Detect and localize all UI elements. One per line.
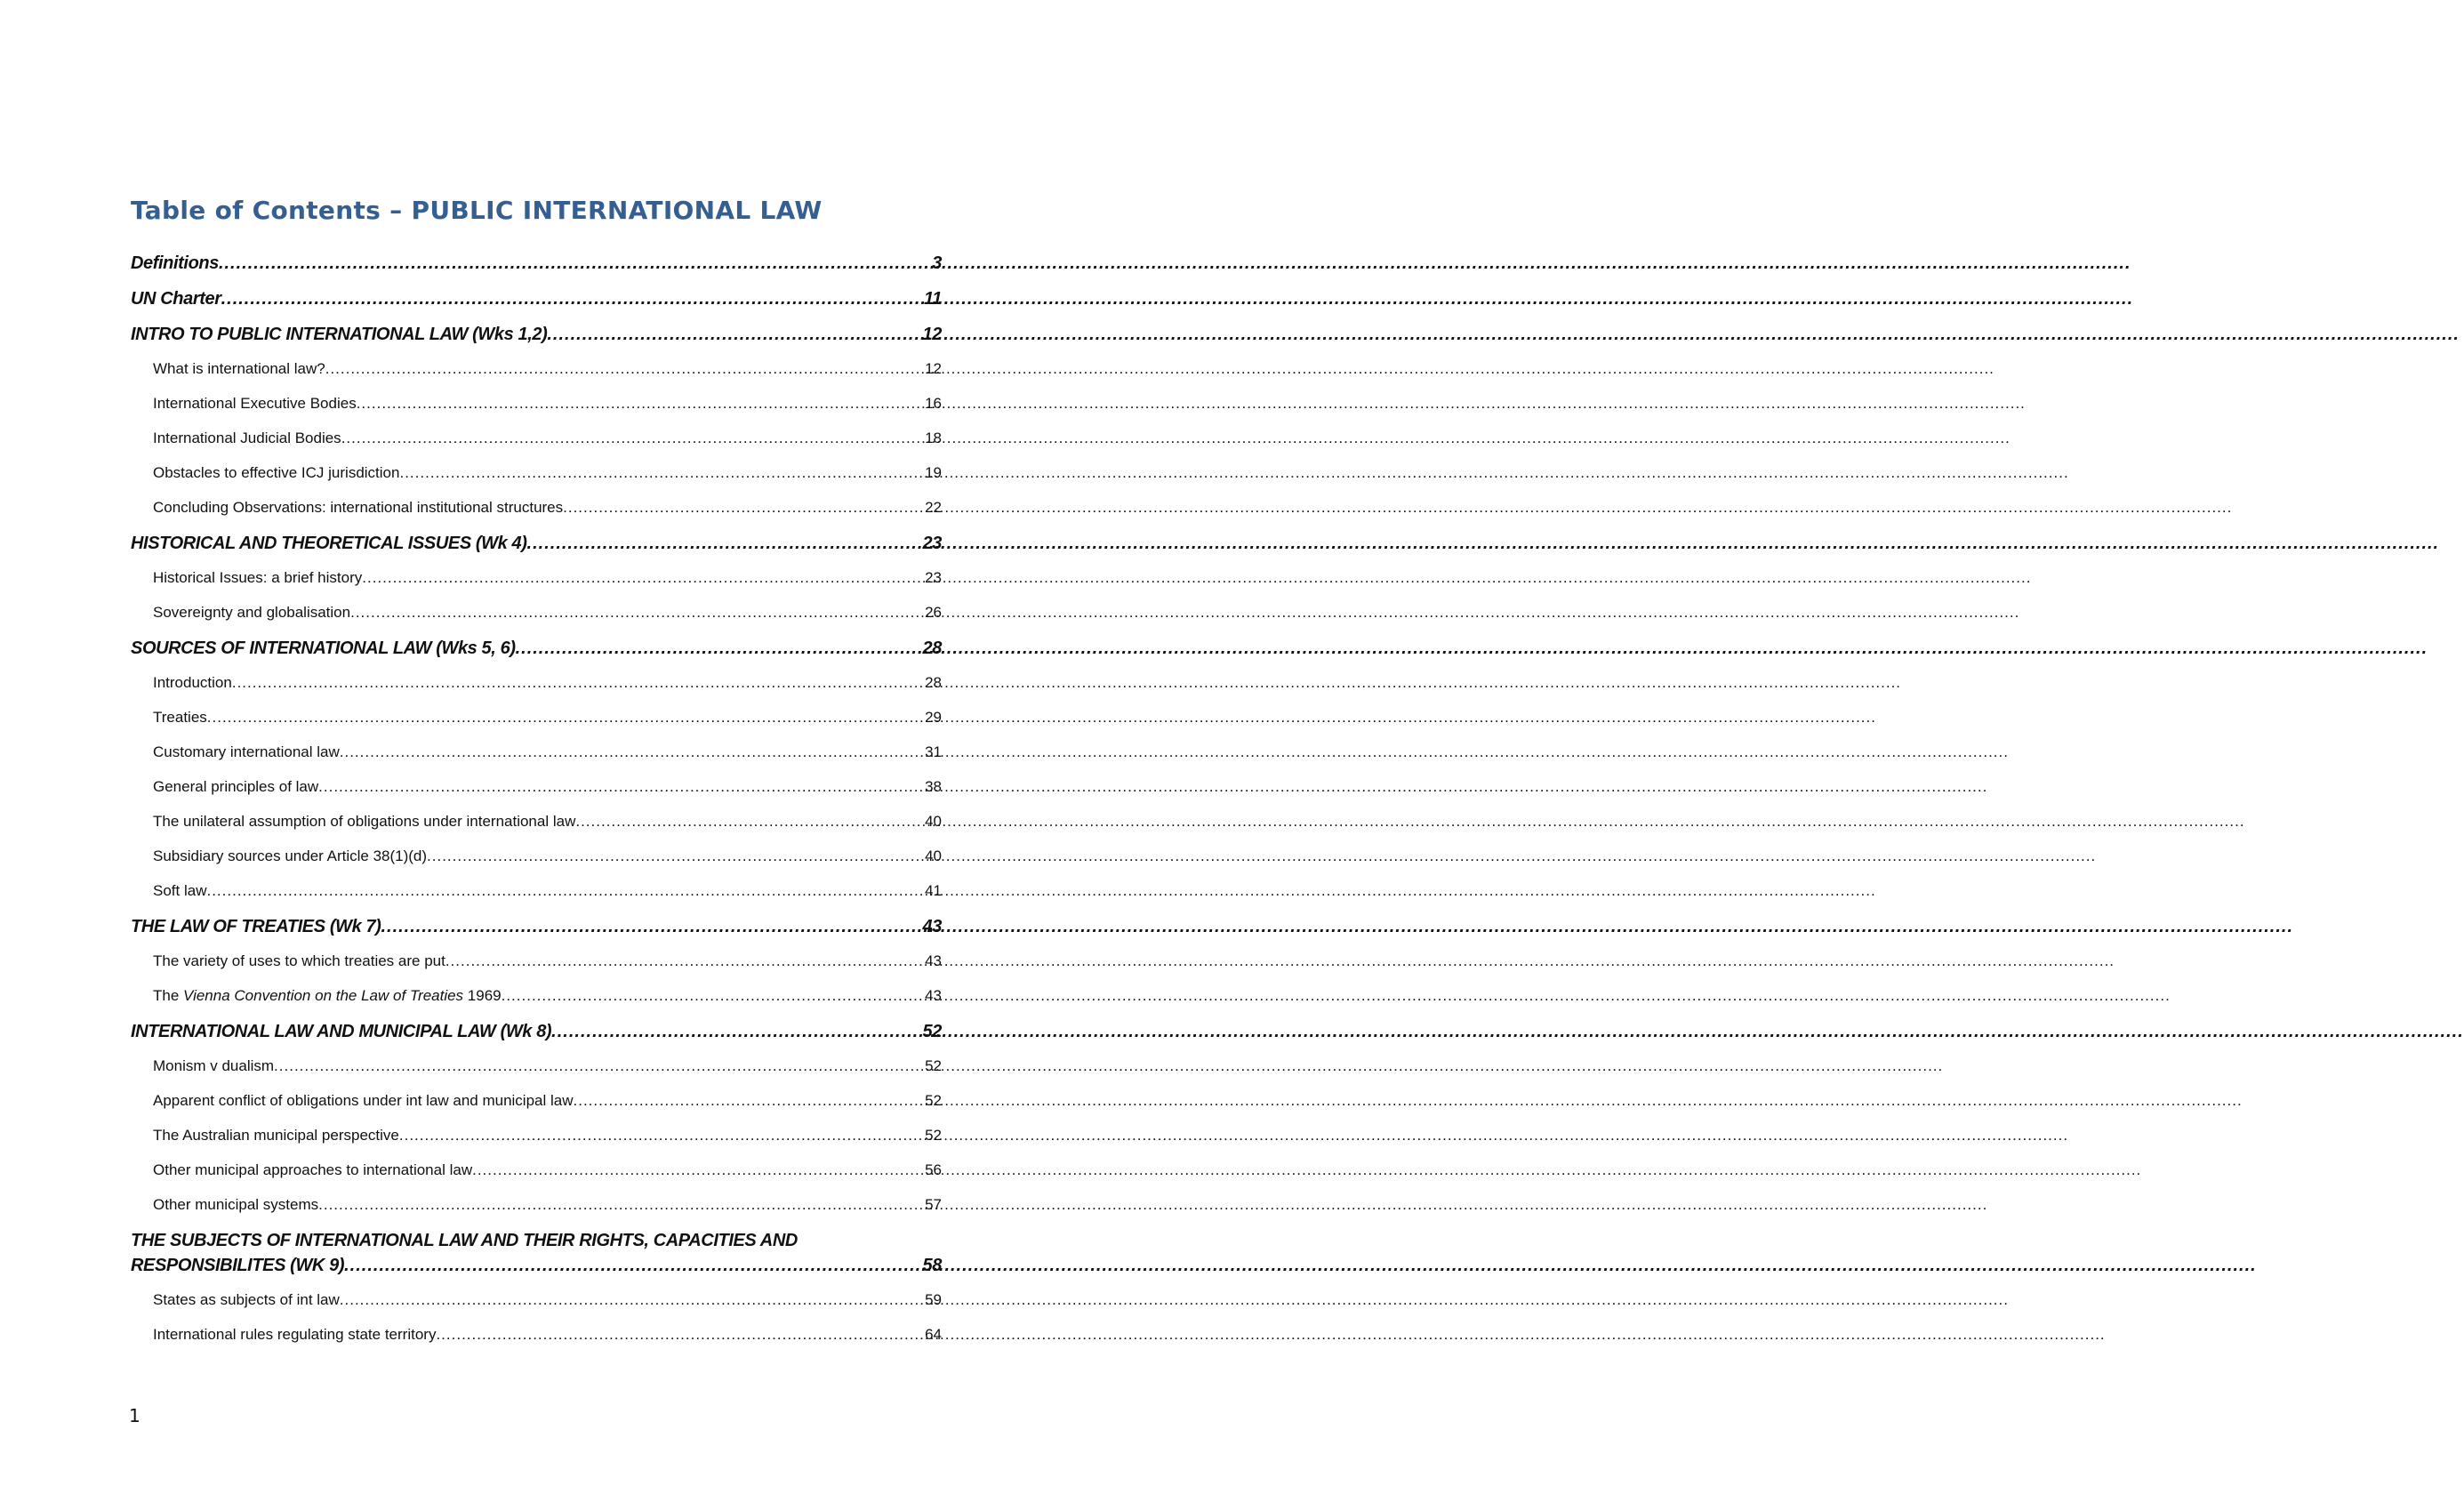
toc-entry-text: Definitions <box>131 253 219 273</box>
toc-dot-leader <box>563 499 924 517</box>
toc-entry-text: International Executive Bodies <box>153 395 357 412</box>
toc-page-number: 57 <box>925 1196 942 1213</box>
toc-subentry[interactable] <box>131 839 942 874</box>
toc-subentry[interactable] <box>131 1318 942 1353</box>
toc-entry-text: Monism v dualism <box>153 1057 275 1074</box>
toc-page-number: 31 <box>925 743 942 760</box>
toc-page-number: 52 <box>925 1057 942 1074</box>
toc-page-number: 40 <box>925 813 942 830</box>
toc-page-number: 52 <box>922 1022 942 1041</box>
toc-dot-leader <box>547 324 921 345</box>
toc-entry-text: Sovereignty and globalisation <box>153 604 351 621</box>
toc-subentry[interactable] <box>131 805 942 839</box>
toc-subentry[interactable] <box>131 596 942 631</box>
toc-dot-leader <box>436 1326 924 1344</box>
toc-subentry[interactable] <box>131 735 942 770</box>
toc-dot-leader <box>232 674 924 692</box>
toc-entry-text: International rules regulating state territory <box>153 1326 437 1343</box>
toc-page-number: 29 <box>925 709 942 726</box>
toc-page-number: 38 <box>925 778 942 795</box>
toc-page-number: 23 <box>925 569 942 586</box>
toc-subentry[interactable] <box>131 1049 942 1084</box>
toc-subentry[interactable] <box>131 666 942 701</box>
toc-dot-leader <box>350 604 924 622</box>
toc-page-number: 52 <box>925 1092 942 1109</box>
toc-subentry[interactable] <box>131 701 942 735</box>
toc-subentry[interactable] <box>131 491 942 526</box>
toc-entry-text-after: 1969 <box>463 987 502 1004</box>
toc-entry-text: Customary international law <box>153 743 340 760</box>
toc-entry-text: Introduction <box>153 674 232 691</box>
toc-subentry[interactable] <box>131 387 942 422</box>
toc-dot-leader <box>274 1057 924 1075</box>
toc-entry-text: Concluding Observations: international institutional structures <box>153 499 564 516</box>
toc-entry-text: The unilateral assumption of obligations under international law <box>153 813 576 830</box>
toc-dot-leader <box>472 1161 924 1179</box>
toc-dot-leader <box>574 1092 925 1110</box>
table-of-contents <box>131 245 942 1353</box>
toc-dot-leader <box>362 569 924 587</box>
toc-page-number: 23 <box>922 534 942 553</box>
toc-subentry[interactable] <box>131 770 942 805</box>
toc-subentry[interactable] <box>131 1188 942 1223</box>
toc-entry-text-before: The <box>153 987 184 1004</box>
toc-entry-text: Apparent conflict of obligations under int law and municipal law <box>153 1092 574 1109</box>
toc-subentry[interactable] <box>131 1119 942 1153</box>
toc-page-number: 11 <box>924 289 942 309</box>
toc-dot-leader <box>221 288 923 309</box>
toc-subentry[interactable] <box>131 944 942 979</box>
toc-entry-intro[interactable] <box>131 317 942 352</box>
document-page <box>0 0 1067 1510</box>
toc-entry-text: The variety of uses to which treaties are put <box>153 952 445 969</box>
toc-subentry[interactable] <box>131 352 942 387</box>
toc-page-number: 28 <box>925 674 942 691</box>
toc-dot-leader <box>325 360 924 378</box>
toc-dot-leader <box>427 847 924 865</box>
toc-dot-leader <box>206 882 924 900</box>
toc-subentry[interactable] <box>131 1084 942 1119</box>
toc-dot-leader <box>357 395 924 413</box>
toc-page-number: 40 <box>925 847 942 864</box>
toc-dot-leader <box>399 1127 924 1145</box>
toc-subentry[interactable] <box>131 874 942 909</box>
toc-entry-text: THE LAW OF TREATIES (Wk 7) <box>131 917 381 936</box>
toc-subentry[interactable] <box>131 561 942 596</box>
toc-dot-leader <box>399 464 924 482</box>
toc-dot-leader <box>381 916 921 937</box>
toc-page-number: 12 <box>925 360 942 377</box>
toc-page-number: 59 <box>925 1291 942 1308</box>
toc-entry-text: INTERNATIONAL LAW AND MUNICIPAL LAW (Wk 8) <box>131 1022 552 1041</box>
toc-subentry-vienna-convention[interactable] <box>131 979 942 1014</box>
toc-subentry[interactable] <box>131 456 942 491</box>
toc-entry-text: Other municipal systems <box>153 1196 319 1213</box>
toc-entry-text: General principles of law <box>153 778 319 795</box>
toc-page-number: 19 <box>925 464 942 481</box>
toc-page-number: 43 <box>925 952 942 969</box>
toc-dot-leader <box>340 1291 924 1309</box>
toc-entry-text: International Judicial Bodies <box>153 430 341 446</box>
toc-page-number: 52 <box>925 1127 942 1144</box>
toc-entry-text: Other municipal approaches to international law <box>153 1161 473 1178</box>
page-number: 1 <box>129 1405 140 1426</box>
toc-dot-leader <box>551 1021 921 1042</box>
toc-dot-leader <box>341 430 924 447</box>
toc-entry-sources[interactable] <box>131 631 942 666</box>
toc-page-number: 56 <box>925 1161 942 1178</box>
toc-entry-definitions[interactable] <box>131 245 942 281</box>
toc-dot-leader <box>340 743 924 761</box>
toc-entry-text: States as subjects of int law <box>153 1291 340 1308</box>
toc-page-number: 41 <box>925 882 942 899</box>
toc-page-number: 16 <box>925 395 942 412</box>
toc-dot-leader <box>502 987 924 1005</box>
toc-page-number: 64 <box>925 1326 942 1343</box>
toc-entry-text: UN Charter <box>131 289 221 309</box>
toc-subentry[interactable] <box>131 1283 942 1318</box>
toc-page-number: 43 <box>922 917 942 936</box>
toc-entry-text-continued: RESPONSIBILITES (WK 9) <box>131 1256 345 1275</box>
toc-entry-text: Soft law <box>153 882 207 899</box>
toc-entry-text: HISTORICAL AND THEORETICAL ISSUES (Wk 4) <box>131 534 527 553</box>
toc-dot-leader <box>318 778 924 796</box>
toc-dot-leader <box>575 813 924 831</box>
toc-entry-historical[interactable] <box>131 526 942 561</box>
toc-page-number: 18 <box>925 430 942 446</box>
toc-dot-leader <box>318 1196 924 1214</box>
toc-page-number: 3 <box>932 253 942 273</box>
toc-entry-text: Subsidiary sources under Article 38(1)(d) <box>153 847 428 864</box>
toc-page-number: 22 <box>925 499 942 516</box>
toc-dot-leader <box>344 1255 921 1276</box>
toc-page-number: 26 <box>925 604 942 621</box>
toc-subentry[interactable] <box>131 1153 942 1188</box>
toc-entry-text: The Australian municipal perspective <box>153 1127 399 1144</box>
toc-dot-leader <box>516 638 922 659</box>
toc-entry-subjects-line2[interactable] <box>131 1251 942 1283</box>
toc-entry-un-charter[interactable] <box>131 281 942 317</box>
toc-entry-municipal-law[interactable] <box>131 1014 942 1049</box>
toc-page-number: 58 <box>922 1256 942 1275</box>
toc-heading: Table of Contents – PUBLIC INTERNATIONAL LAW <box>131 196 823 225</box>
toc-page-number: 12 <box>922 325 942 344</box>
toc-entry-law-of-treaties[interactable] <box>131 909 942 944</box>
toc-entry-text-italic: Vienna Convention on the Law of Treaties <box>183 987 464 1004</box>
toc-entry-text: Obstacles to effective ICJ jurisdiction <box>153 464 400 481</box>
toc-entry-text: Treaties <box>153 709 207 726</box>
toc-entry-text: INTRO TO PUBLIC INTERNATIONAL LAW (Wks 1,2) <box>131 325 548 344</box>
toc-subentry[interactable] <box>131 422 942 456</box>
toc-entry-text <box>153 987 502 1005</box>
toc-entry-text: Historical Issues: a brief history <box>153 569 363 586</box>
toc-entry-text: What is international law? <box>153 360 325 377</box>
toc-dot-leader <box>207 709 924 727</box>
toc-dot-leader <box>445 952 924 970</box>
toc-dot-leader <box>527 533 922 554</box>
toc-page-number: 28 <box>922 639 942 658</box>
toc-dot-leader <box>219 253 931 274</box>
toc-entry-subjects-line1[interactable] <box>131 1223 942 1251</box>
toc-page-number: 43 <box>925 987 942 1004</box>
toc-entry-text: SOURCES OF INTERNATIONAL LAW (Wks 5, 6) <box>131 639 516 658</box>
toc-entry-text: THE SUBJECTS OF INTERNATIONAL LAW AND THEIR RIGHTS, CAPACITIES AND <box>131 1231 798 1250</box>
